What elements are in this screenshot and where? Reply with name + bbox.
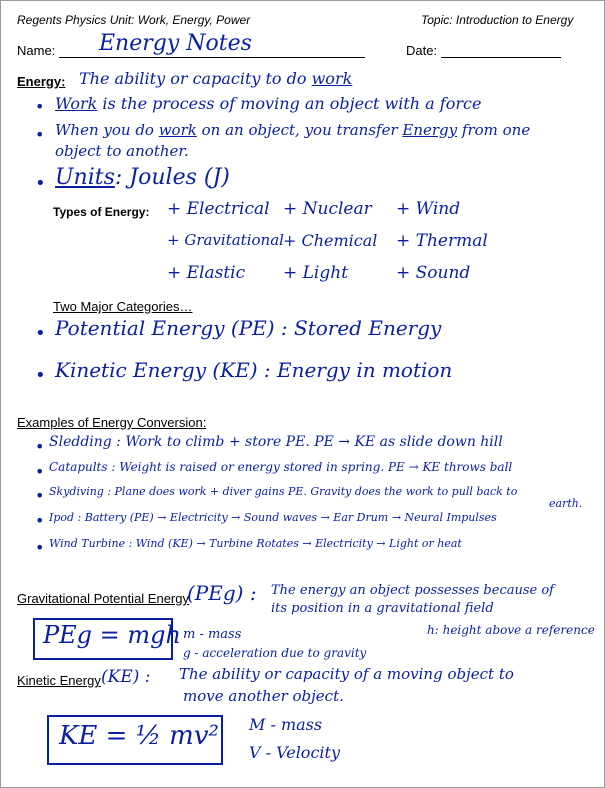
gpe-symbol: (PEg) :: [187, 581, 257, 605]
ke-symbol: (KE) :: [101, 667, 151, 687]
bullet-marker: •: [35, 511, 45, 530]
gpe-var-g: g - acceleration due to gravity: [183, 646, 367, 660]
type-light: + Light: [283, 263, 349, 283]
type-thermal: + Thermal: [396, 231, 488, 251]
energy-definition: The ability or capacity to do work: [79, 69, 353, 88]
types-label: Types of Energy:: [53, 205, 150, 219]
ke-formula: KE = ½ mv²: [59, 721, 219, 751]
bullet-marker: •: [35, 125, 45, 144]
bullet-marker: •: [35, 97, 45, 116]
bullet-marker: •: [35, 323, 46, 344]
bullet-marker: •: [35, 437, 45, 456]
units-line: Units: Joules (J): [55, 165, 230, 190]
bullet-marker: •: [35, 173, 46, 194]
gpe-var-h: h: height above a reference: [427, 623, 595, 637]
gpe-formula: PEg = mgh: [43, 621, 181, 649]
ke-definition-line1: The ability or capacity of a moving object to: [179, 665, 514, 683]
ke-var-m: M - mass: [249, 715, 323, 734]
conversion-sledding: Sledding : Work to climb + store PE. PE → KE as slide down hill: [49, 434, 503, 450]
ke-var-v: V - Velocity: [249, 743, 340, 762]
energy-heading: Energy:: [17, 74, 66, 89]
conversion-wind-turbine: Wind Turbine : Wind (KE) → Turbine Rotates → Electricity → Light or heat: [49, 537, 462, 550]
gpe-var-m: m - mass: [183, 627, 242, 642]
name-label: Name:: [17, 43, 56, 58]
type-elastic: + Elastic: [167, 263, 246, 283]
date-label: Date:: [406, 43, 438, 58]
gpe-heading: Gravitational Potential Energy: [17, 591, 189, 606]
gpe-definition-line2: its position in a gravitational field: [271, 601, 494, 616]
topic-header: Topic: Introduction to Energy: [421, 13, 574, 27]
bullet-marker: •: [35, 365, 46, 386]
conversion-heading: Examples of Energy Conversion:: [17, 415, 207, 430]
kinetic-energy-line: Kinetic Energy (KE) : Energy in motion: [55, 358, 453, 382]
bullet-marker: •: [35, 486, 45, 505]
conversion-ipod: Ipod : Battery (PE) → Electricity → Sound waves → Ear Drum → Neural Impulses: [49, 511, 497, 524]
type-sound: + Sound: [396, 263, 471, 283]
ke-definition-line2: move another object.: [183, 687, 344, 705]
work-definition: Work is the process of moving an object with a force: [55, 94, 482, 113]
name-value: Energy Notes: [99, 31, 252, 56]
potential-energy-line: Potential Energy (PE) : Stored Energy: [55, 316, 442, 340]
gpe-definition-line1: The energy an object possesses because of: [271, 583, 554, 598]
conversion-skydiving-cont: earth.: [549, 497, 583, 510]
conversion-skydiving: Skydiving : Plane does work + diver gains PE. Gravity does the work to pull back to: [49, 485, 518, 498]
type-electrical: + Electrical: [167, 199, 270, 219]
bullet-marker: •: [35, 462, 45, 481]
work-transfer-line1: When you do work on an object, you transfer Energy from one: [55, 121, 531, 139]
unit-header: Regents Physics Unit: Work, Energy, Power: [17, 13, 251, 27]
type-chemical: + Chemical: [283, 231, 378, 250]
categories-heading: Two Major Categories…: [53, 299, 193, 314]
date-line: [441, 57, 561, 58]
conversion-catapults: Catapults : Weight is raised or energy stored in spring. PE → KE throws ball: [49, 460, 513, 474]
name-line: [59, 57, 365, 58]
ke-heading: Kinetic Energy: [17, 673, 101, 688]
type-nuclear: + Nuclear: [283, 199, 372, 219]
type-gravitational: + Gravitational: [167, 231, 284, 249]
bullet-marker: •: [35, 538, 45, 557]
type-wind: + Wind: [396, 199, 461, 219]
work-transfer-line2: object to another.: [55, 142, 189, 160]
